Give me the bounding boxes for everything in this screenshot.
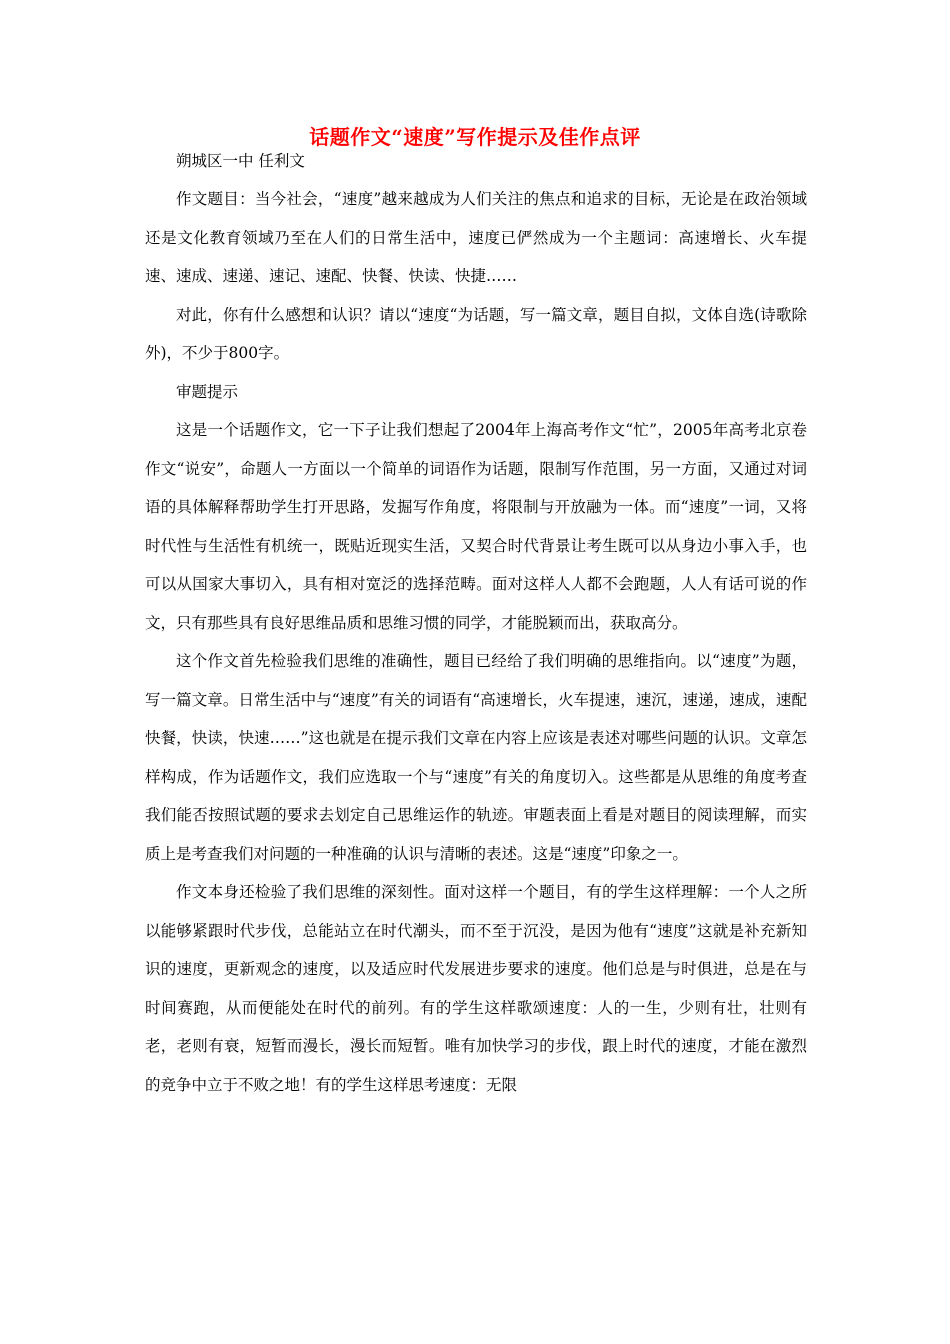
section-heading: 审题提示 [176, 382, 239, 401]
paragraph-prompt: 作文题目：当今社会，“速度”越来越成为人们关注的焦点和追求的目标，无论是在政治领域还是文化教育领域乃至在人们的日常生活中，速度已俨然成为一个主题词：高速增长、火车提速、速成、速递、速记、速配、快餐、快读、快捷…… [145, 190, 807, 285]
author-line: 朔城区一中 任利文 [176, 152, 305, 170]
paragraph-requirement: 对此，你有什么感想和认识？请以“速度“为话题，写一篇文章，题目自拟，文体自选(诗歌除外)，不少于800字。 [145, 305, 807, 362]
paragraph-analysis-3: 作文本身还检验了我们思维的深刻性。面对这样一个题目，有的学生这样理解：一个人之所以能够紧跟时代步伐，总能站立在时代潮头，而不至于沉没，是因为他有“速度”这就是补充新知识的速度，更新观念的速度，以及适应时代发展进步要求的速度。他们总是与时俱进，总是在与时间赛跑，从而便能处在时代的前列。有的学生这样歌颂速度：人的一生，少则有壮，壮则有老，老则有衰，短暂而漫长，漫长而短暂。唯有加快学习的步伐，跟上时代的速度，才能在激烈的竞争中立于不败之地！有的学生这样思考速度：无限 [145, 883, 807, 1094]
document-body [145, 146, 807, 1104]
paragraph-analysis-1: 这是一个话题作文，它一下子让我们想起了2004年上海高考作文“忙”，2005年高考北京卷作文“说安”，命题人一方面以一个简单的词语作为话题，限制写作范围，另一方面，又通过对词语的具体解释帮助学生打开思路，发掘写作角度，将限制与开放融为一体。而“速度”一词，又将时代性与生活性有机统一，既贴近现实生活，又契合时代背景让考生既可以从身边小事入手，也可以从国家大事切入，具有相对宽泛的选择范畴。面对这样人人都不会跑题，人人有话可说的作文，只有那些具有良好思维品质和思维习惯的同学，才能脱颖而出，获取高分。 [145, 421, 807, 632]
paragraph-analysis-2: 这个作文首先检验我们思维的准确性，题目已经给了我们明确的思维指向。以“速度”为题，写一篇文章。日常生活中与“速度”有关的词语有“高速增长，火车提速，速沉，速递，速成，速配快餐，快读，快速……”这也就是在提示我们文章在内容上应该是表述对哪些问题的认识。文章怎样构成，作为话题作文，我们应选取一个与“速度”有关的角度切入。这些都是从思维的角度考查我们能否按照试题的要求去划定自己思维运作的轨迹。审题表面上看是对题目的阅读理解，而实质上是考查我们对问题的一种准确的认识与清晰的表述。这是“速度”印象之一。 [145, 652, 807, 863]
document-title: 话题作文“速度”写作提示及佳作点评 [309, 125, 641, 149]
